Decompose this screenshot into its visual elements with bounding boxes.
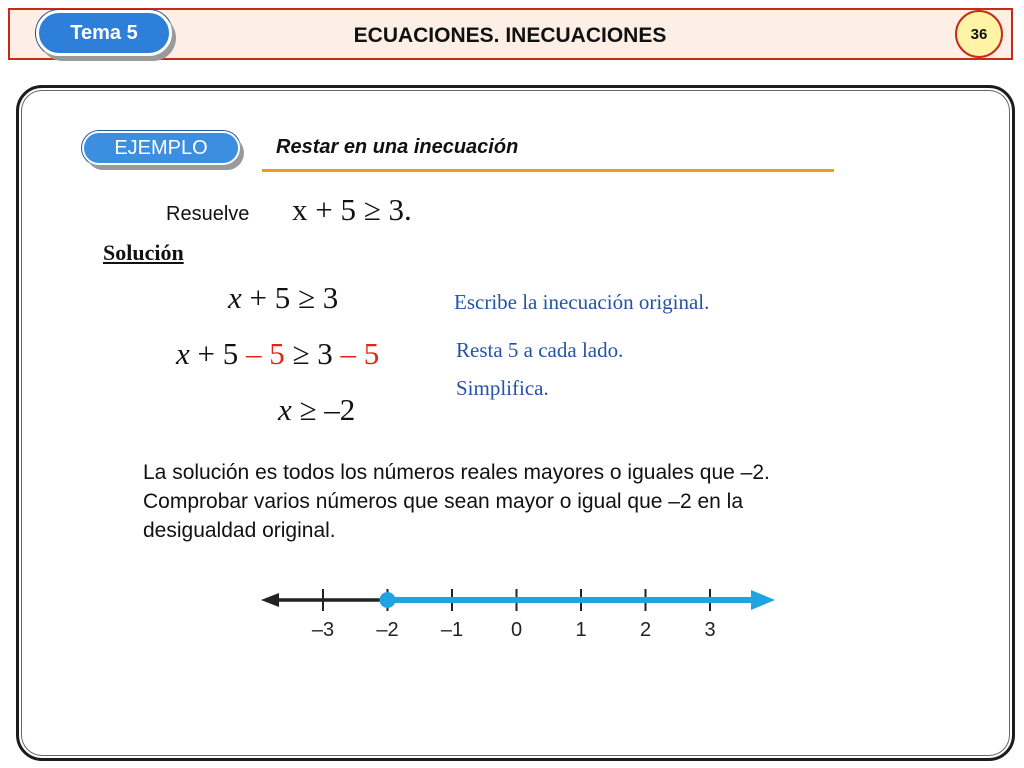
- number-line-tick-label: 3: [704, 619, 716, 641]
- note-original: Escribe la inecuación original.: [454, 290, 710, 314]
- content-frame: [16, 85, 1015, 761]
- explanation-line-3: desigualdad original.: [143, 519, 336, 542]
- step2-part2: ≥ 3: [284, 336, 341, 371]
- step3-expression: ≥ –2: [291, 392, 356, 427]
- number-line-tick-label: –2: [376, 619, 399, 641]
- ejemplo-badge: EJEMPLO: [82, 131, 240, 165]
- step1-expression: + 5 ≥ 3: [241, 280, 339, 315]
- number-line-tick-label: 1: [575, 619, 587, 641]
- explanation-paragraph: [143, 458, 943, 545]
- number-line-tick-label: 2: [639, 619, 652, 641]
- solution-start-point: [381, 593, 395, 607]
- solution-step-1: [228, 280, 338, 316]
- number-line-left-arrow: [261, 593, 279, 607]
- step2-subtract-left: – 5: [246, 336, 285, 371]
- example-title: Restar en una inecuación: [276, 136, 519, 158]
- problem-prompt: Resuelve: [166, 203, 250, 225]
- number-line-tick-label: 0: [510, 619, 523, 641]
- tema-tab[interactable]: Tema 5: [36, 10, 172, 56]
- number-line-graphics: [261, 589, 775, 641]
- explanation-line-1: La solución es todos los números reales mayores o iguales que –2.: [143, 461, 770, 484]
- solution-ray-arrow: [751, 590, 775, 610]
- step1-variable: x: [228, 280, 242, 315]
- title-underline: [262, 169, 834, 172]
- number-line-tick-label: –3: [311, 619, 335, 641]
- step2-variable: x: [176, 336, 190, 371]
- explanation-line-2: Comprobar varios números que sean mayor o igual que –2 en la: [143, 490, 744, 513]
- page-title: ECUACIONES. INECUACIONES: [353, 24, 667, 47]
- note-simplify: Simplifica.: [456, 376, 549, 400]
- problem-equation: x + 5 ≥ 3.: [292, 192, 412, 227]
- page-number-badge: 36: [955, 10, 1003, 58]
- solution-step-3: [278, 392, 355, 428]
- step3-variable: x: [278, 392, 292, 427]
- note-subtract: Resta 5 a cada lado.: [456, 338, 624, 362]
- step2-subtract-right: – 5: [340, 336, 380, 371]
- solution-heading: Solución: [103, 240, 184, 265]
- solution-step-2: [176, 336, 379, 372]
- number-line: [255, 582, 785, 646]
- number-line-tick-label: –1: [440, 619, 464, 641]
- step2-part1: + 5: [189, 336, 246, 371]
